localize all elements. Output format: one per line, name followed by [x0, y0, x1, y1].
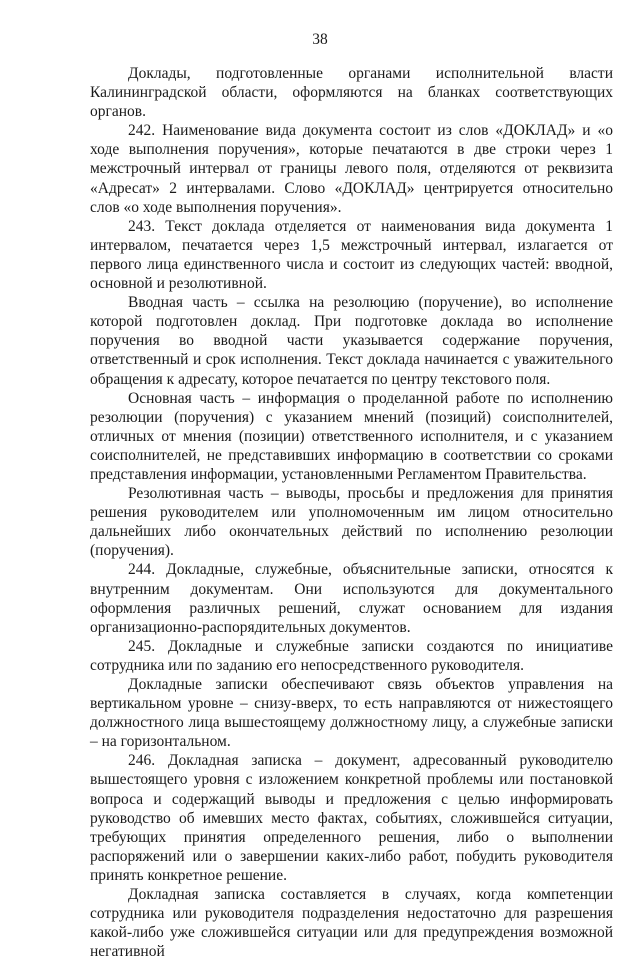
- paragraph-244: 244. Докладные, служебные, объяснительные записки, относятся к внутренним документам. Они используются для документального оформления различных решений, служат основанием для издания организационно-распорядительных документов.: [90, 561, 613, 636]
- paragraph-memo-links: Докладные записки обеспечивают связь объектов управления на вертикальном уровне – снизу-вверх, то есть направляются от нижестоящего должностного лица вышестоящему должностному лицу, а служебные записки – на горизонтальном.: [90, 676, 613, 751]
- page-number: 38: [312, 31, 328, 48]
- paragraph-reports-intro: Доклады, подготовленные органами исполнительной власти Калининградской области, оформляются на бланках соответствующих органов.: [90, 65, 613, 121]
- paragraph-resolution-part: Резолютивная часть – выводы, просьбы и предложения для принятия решения руководителем или уполномоченным им лицом относительно дальнейших либо окончательных действий по исполнению резолюции (поручения).: [90, 485, 613, 560]
- paragraph-246: 246. Докладная записка – документ, адресованный руководителю вышестоящего уровня с изложением конкретной проблемы или постановкой вопроса и содержащий выводы и предложения с целью информировать руководство об имевших место фактах, событиях, сложившейся ситуации, требующих принятия определенного решения, либо о выполнении распоряжений или о завершении каких-либо работ, побудить руководителя принять конкретное решение.: [90, 752, 613, 884]
- paragraph-memo-cases: Докладная записка составляется в случаях, когда компетенции сотрудника или руководителя подразделения недостаточно для разрешения какой-либо уже сложившейся ситуации или для предупреждения возможной негативной: [90, 886, 613, 961]
- paragraph-242: 242. Наименование вида документа состоит из слов «ДОКЛАД» и «о ходе выполнения поручения», которые печатаются в две строки через 1 межстрочный интервал от границы левого поля, отделяются от реквизита «Адресат» 2 интервалами. Слово «ДОКЛАД» центрируется относительно слов «о ходе выполнения поручения».: [90, 122, 613, 216]
- paragraph-main-part: Основная часть – информация о проделанной работе по исполнению резолюции (поручения) с указанием мнений (позиций) соисполнителей, отличных от мнения (позиции) ответственного исполнителя, и с указанием соисполнителей, не представивших информацию в соответствии со сроками представления информации, установленными Регламентом Правительства.: [90, 389, 613, 483]
- paragraph-243: 243. Текст доклада отделяется от наименования вида документа 1 интервалом, печатается через 1,5 межстрочный интервал, излагается от первого лица единственного числа и состоит из следующих частей: вводной, основной и резолютивной.: [90, 217, 613, 293]
- document-body: [90, 64, 613, 961]
- paragraph-introductory-part: Вводная часть – ссылка на резолюцию (поручение), во исполнение которой подготовлен доклад. При подготовке доклада во исполнение поручения во вводной части указывается содержание поручения, ответственный и срок исполнения. Текст доклада начинается с уважительного обращения к адресату, которое печатается по центру текстового поля.: [90, 294, 613, 388]
- paragraph-245: 245. Докладные и служебные записки создаются по инициативе сотрудника или по заданию его непосредственного руководителя.: [90, 637, 613, 674]
